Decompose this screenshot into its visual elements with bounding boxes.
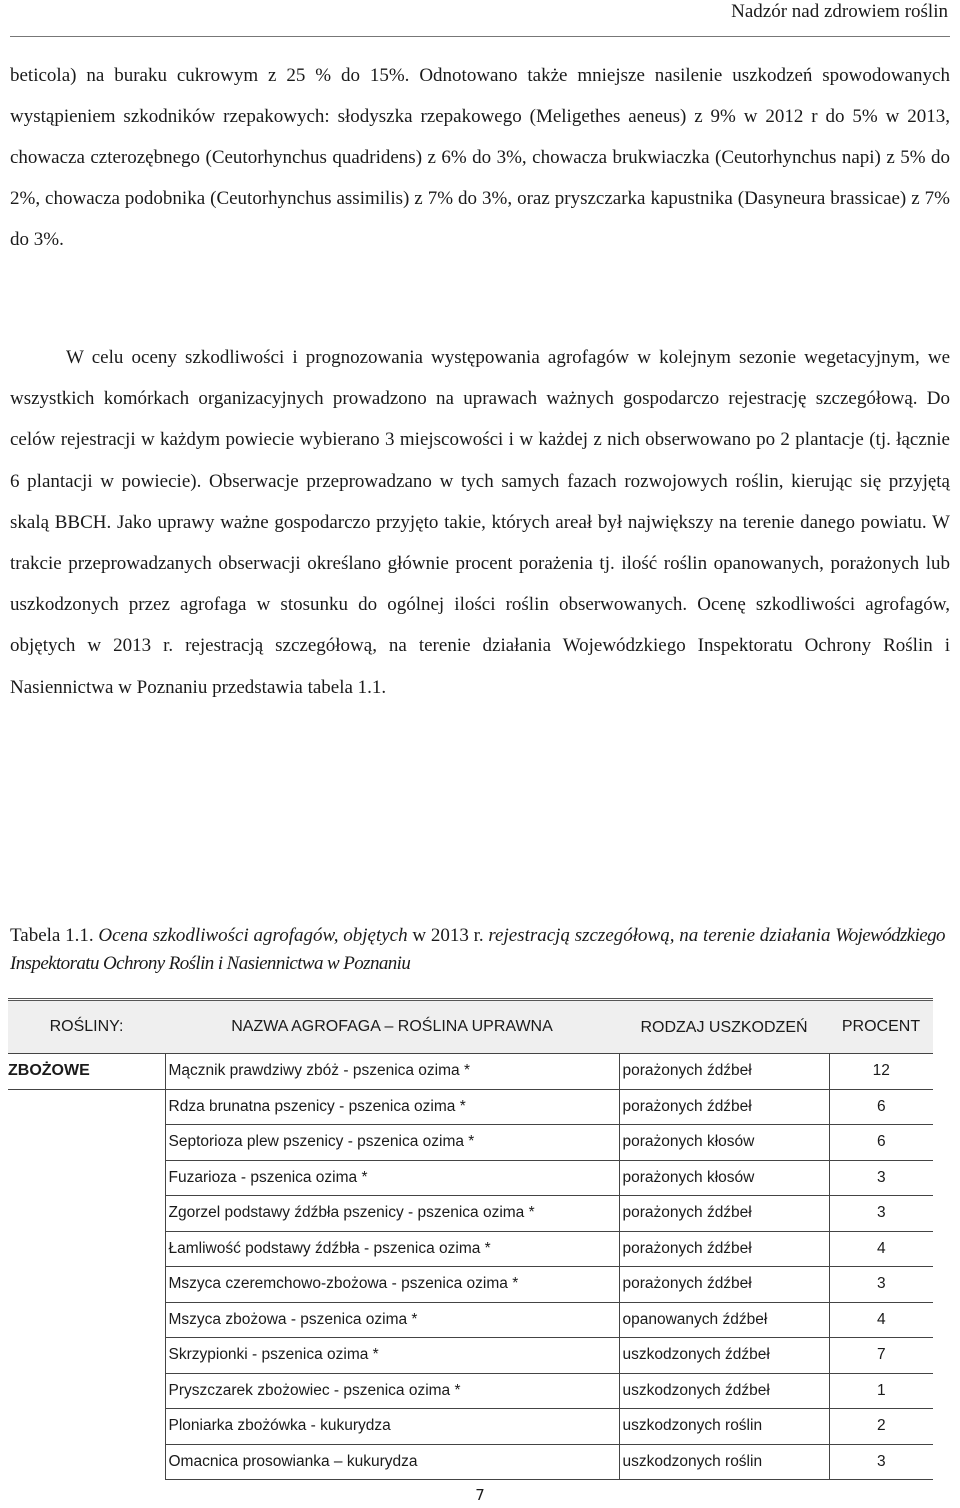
damage-type: uszkodzonych źdźbeł (619, 1338, 829, 1374)
pest-table-container (8, 998, 933, 1480)
caption-year: w 2013 r. (412, 925, 484, 946)
caption-title-part-1: Ocena szkodliwości agrofagów, objętych (98, 925, 408, 946)
crop-cell (8, 1125, 165, 1161)
percent-value: 6 (829, 1125, 933, 1161)
caption-title-part-2: rejestracją szczegółową, na terenie działania (488, 925, 831, 946)
pest-name: Mszyca zbożowa - pszenica ozima * (165, 1302, 619, 1338)
crop-cell (8, 1089, 165, 1125)
crop-cell (8, 1444, 165, 1480)
table-row (8, 1054, 933, 1090)
pest-name: Fuzarioza - pszenica ozima * (165, 1160, 619, 1196)
pest-name: Pryszczarek zbożowiec - pszenica ozima * (165, 1373, 619, 1409)
damage-type: porażonych źdźbeł (619, 1054, 829, 1090)
table-row (8, 1373, 933, 1409)
percent-value: 2 (829, 1409, 933, 1445)
crop-cell (8, 1302, 165, 1338)
damage-type: porażonych kłosów (619, 1125, 829, 1161)
header-damage-type-text: RODZAJ USZKODZEŃ (640, 1018, 808, 1036)
crop-cell (8, 1373, 165, 1409)
header-crops: ROŚLINY: (8, 1000, 165, 1054)
table-row (8, 1231, 933, 1267)
percent-value: 4 (829, 1231, 933, 1267)
damage-type: porażonych źdźbeł (619, 1196, 829, 1232)
pest-name: Skrzypionki - pszenica ozima * (165, 1338, 619, 1374)
paragraph-1: beticola) na buraku cukrowym z 25 % do 15%. Odnotowano także mniejsze nasilenie uszkodzeń spowodowanych wystąpieniem szkodników rzepakowych: słodyszka rzepakowego (Meligethes aeneus) z 9% w 2012 r do 5% w 2013, chowacza czterozębnego (Ceutorhynchus quadridens) z 6% do 3%, chowacza brukwiaczka (Ceutorhynchus napi) z 5% do 2%, chowacza podobnika (Ceutorhynchus assimilis) z 7% do 3%, oraz pryszczarka kapustnika (Dasyneura brassicae) z 7% do 3%. (10, 65, 950, 250)
crop-cell (8, 1409, 165, 1445)
header-percent: PROCENT (829, 1000, 933, 1054)
table-row (8, 1160, 933, 1196)
damage-type: porażonych źdźbeł (619, 1231, 829, 1267)
crop-cell (8, 1160, 165, 1196)
pest-name: Mszyca czeremchowo-zbożowa - pszenica ozima * (165, 1267, 619, 1303)
crop-cell (8, 1196, 165, 1232)
percent-value: 12 (829, 1054, 933, 1090)
pest-name: Łamliwość podstawy źdźbła - pszenica ozima * (165, 1231, 619, 1267)
percent-value: 3 (829, 1160, 933, 1196)
pest-name: Ploniarka zbożówka - kukurydza (165, 1409, 619, 1445)
header-pest-name: NAZWA AGROFAGA – ROŚLINA UPRAWNA (165, 1000, 619, 1054)
percent-value: 4 (829, 1302, 933, 1338)
pest-name: Omacnica prosowianka – kukurydza (165, 1444, 619, 1480)
damage-type: porażonych kłosów (619, 1160, 829, 1196)
crop-group-label: ZBOŻOWE (8, 1054, 165, 1090)
header-damage-type (619, 1000, 829, 1054)
percent-value: 7 (829, 1338, 933, 1374)
crop-cell (8, 1267, 165, 1303)
table-row (8, 1196, 933, 1232)
table-caption (10, 922, 950, 978)
pest-name: Mącznik prawdziwy zbóż - pszenica ozima * (165, 1054, 619, 1090)
running-header: Nadzór nad zdrowiem roślin (731, 1, 948, 22)
table-row (8, 1089, 933, 1125)
page-number: 7 (475, 1486, 485, 1504)
table-header-row (8, 1000, 933, 1054)
table-row (8, 1409, 933, 1445)
damage-type: uszkodzonych źdźbeł (619, 1373, 829, 1409)
caption-label: Tabela 1.1. (10, 925, 94, 946)
damage-type: porażonych źdźbeł (619, 1089, 829, 1125)
damage-type: uszkodzonych roślin (619, 1409, 829, 1445)
pest-name: Septorioza plew pszenicy - pszenica ozima * (165, 1125, 619, 1161)
caption-title-part-3: Wojewódzkiego Inspektoratu Ochrony Roślin i Nasiennictwa w Poznaniu (10, 925, 945, 974)
table-row (8, 1125, 933, 1161)
table-row (8, 1444, 933, 1480)
crop-cell (8, 1231, 165, 1267)
percent-value: 1 (829, 1373, 933, 1409)
pest-assessment-table (8, 998, 933, 1480)
table-row (8, 1267, 933, 1303)
table-row (8, 1302, 933, 1338)
damage-type: opanowanych źdźbeł (619, 1302, 829, 1338)
pest-name: Zgorzel podstawy źdźbła pszenicy - pszenica ozima * (165, 1196, 619, 1232)
damage-type: uszkodzonych roślin (619, 1444, 829, 1480)
paragraph-2: W celu oceny szkodliwości i prognozowania występowania agrofagów w kolejnym sezonie wegetacyjnym, we wszystkich komórkach organizacyjnych prowadzono na uprawach ważnych gospodarczo rejestrację szczegółową. Do celów rejestracji w każdym powiecie wybierano 3 miejscowości i w każdej z nich obserwowano po 2 plantacje (tj. łącznie 6 plantacji w powiecie). Obserwacje przeprowadzano w tych samych fazach rozwojowych roślin, kierując się przyjętą skalą BBCH. Jako uprawy ważne gospodarczo przyjęto takie, których areał był największy na terenie danego powiatu. W trakcie przeprowadzanych obserwacji określano głównie procent porażenia tj. ilość roślin opanowanych, porażonych lub uszkodzonych przez agrofaga w stosunku do ogólnej ilości roślin obserwowanych. Ocenę szkodliwości agrofagów, objętych w 2013 r. rejestracją szczegółową, na terenie działania Wojewódzkiego Inspektoratu Ochrony Roślin i Nasiennictwa w Poznaniu przedstawia tabela 1.1. (10, 347, 950, 698)
header-divider (10, 36, 950, 37)
percent-value: 3 (829, 1196, 933, 1232)
damage-type: porażonych źdźbeł (619, 1267, 829, 1303)
percent-value: 6 (829, 1089, 933, 1125)
table-row (8, 1338, 933, 1374)
crop-cell (8, 1338, 165, 1374)
percent-value: 3 (829, 1267, 933, 1303)
pest-name: Rdza brunatna pszenicy - pszenica ozima * (165, 1089, 619, 1125)
percent-value: 3 (829, 1444, 933, 1480)
